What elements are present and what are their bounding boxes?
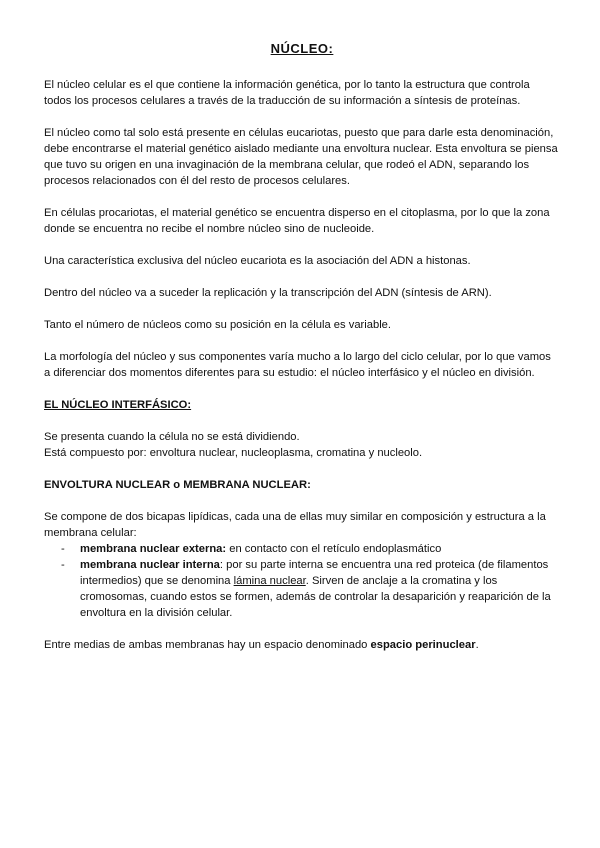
section-heading-interphase: EL NÚCLEO INTERFÁSICO: xyxy=(44,399,192,411)
list-item-inner-membrane xyxy=(44,557,560,621)
term-inner-membrane: membrana nuclear interna xyxy=(80,559,220,571)
list-item-outer-membrane xyxy=(44,541,560,557)
paragraph-number-position: Tanto el número de núcleos como su posición en la célula es variable. xyxy=(44,319,392,331)
interphase-line-2: Está compuesto por: envoltura nuclear, nucleoplasma, cromatina y nucleolo. xyxy=(44,447,423,459)
paragraph-intro: El núcleo celular es el que contiene la información genética, por lo tanto la estructura que controla todos los procesos celulares a través de la traducción de su información a síntesis de proteínas. xyxy=(44,79,530,107)
paragraph-eukaryotes: El núcleo como tal solo está presente en células eucariotas, puesto que para darle esta denominación, debe encontrarse el material genético aislado mediante una envoltura nuclear. Esta envoltura se piensa que tuvo su origen en una invaginación de la membrana celular, que rodeó el ADN, separando los procesos relacionados con él del resto de procesos celulares. xyxy=(44,127,558,187)
paragraph-envelope-intro: Se compone de dos bicapas lipídicas, cada una de ellas muy similar en composición y estructura a la membrana celular: xyxy=(44,511,546,539)
document-title: NÚCLEO: xyxy=(270,41,334,56)
inner-membrane-text-before: : por su parte interna se encuentra una red proteica (de filamentos intermedios) que se denomina xyxy=(80,559,549,587)
membrane-list xyxy=(44,541,560,621)
list-dash: - xyxy=(61,559,65,571)
interphase-line-1: Se presenta cuando la célula no se está dividiendo. xyxy=(44,431,300,443)
paragraph-interphase xyxy=(44,429,560,461)
list-dash: - xyxy=(61,543,65,555)
term-outer-membrane: membrana nuclear externa: xyxy=(80,543,227,555)
paragraph-morphology: La morfología del núcleo y sus componentes varía mucho a lo largo del ciclo celular, por lo que vamos a diferenciar dos momentos diferentes para su estudio: el núcleo interfásico y el núcleo en división. xyxy=(44,351,551,379)
paragraph-prokaryotes: En células procariotas, el material genético se encuentra disperso en el citoplasma, por lo que la zona donde se encuentra no recibe el nombre núcleo sino de nucleoide. xyxy=(44,207,550,235)
section-heading-nuclear-envelope: ENVOLTURA NUCLEAR o MEMBRANA NUCLEAR: xyxy=(44,479,311,491)
paragraph-perinuclear xyxy=(44,637,560,653)
perinuclear-text-before: Entre medias de ambas membranas hay un espacio denominado xyxy=(44,639,371,651)
paragraph-replication: Dentro del núcleo va a suceder la replicación y la transcripción del ADN (síntesis de ARN). xyxy=(44,287,492,299)
term-nuclear-lamina: lámina nuclear xyxy=(233,575,306,587)
outer-membrane-text: en contacto con el retículo endoplasmático xyxy=(226,543,442,555)
document-page xyxy=(44,40,560,669)
term-perinuclear-space: espacio perinuclear xyxy=(370,639,476,651)
paragraph-histones: Una característica exclusiva del núcleo eucariota es la asociación del ADN a histonas. xyxy=(44,255,471,267)
perinuclear-text-after: . xyxy=(475,639,479,651)
inner-membrane-text-after: . Sirven de anclaje a la cromatina y los cromosomas, cuando estos se formen, además de controlar la desaparición y reaparición de la envoltura en la división celular. xyxy=(80,575,551,619)
